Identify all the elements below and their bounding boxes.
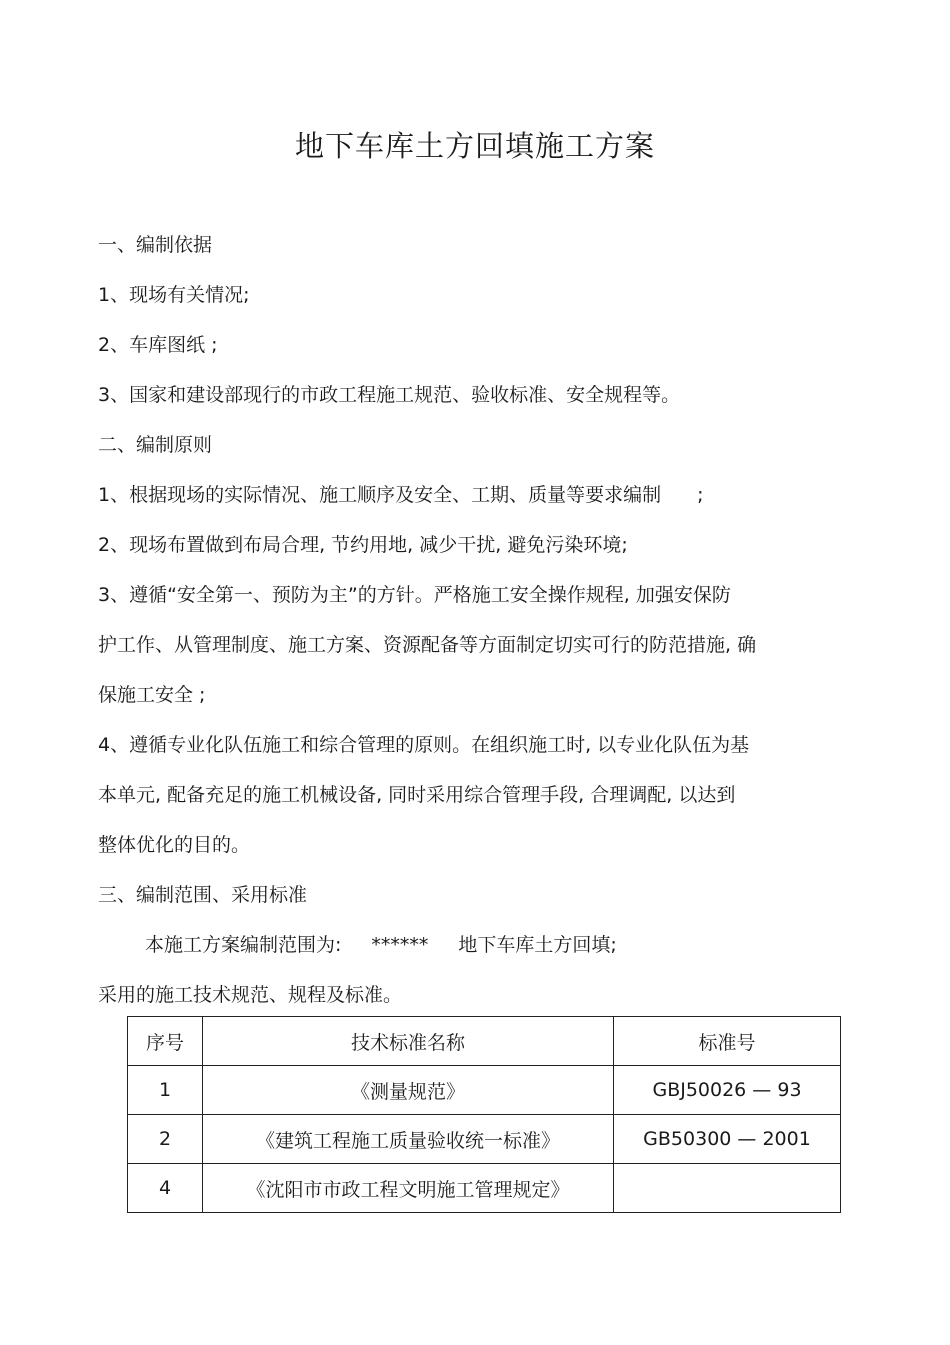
scope-mask: ****** [371, 934, 429, 956]
row-seq: 4 [128, 1164, 203, 1213]
standards-intro: 采用的施工技术规范、规程及标准。 [98, 984, 403, 1006]
principle-item-3-line-3: 保施工安全 ; [98, 684, 206, 706]
standards-table [127, 1016, 841, 1213]
principle-item-1-text: 1、根据现场的实际情况、施工顺序及安全、工期、质量等要求编制 [98, 484, 662, 506]
principle-item-1 [98, 482, 704, 508]
row-standard-number [614, 1164, 841, 1213]
row-standard-number: GBJ50026 — 93 [614, 1066, 841, 1115]
principle-item-3-line-1: 3、遵循“安全第一、预防为主”的方针。严格施工安全操作规程, 加强安保防 [98, 584, 731, 606]
scope-suffix: 地下车库土方回填; [458, 934, 617, 956]
principle-item-4-line-3: 整体优化的目的。 [98, 834, 251, 856]
principle-item-4-line-2: 本单元, 配备充足的施工机械设备, 同时采用综合管理手段, 合理调配, 以达到 [98, 784, 736, 806]
row-standard-number: GB50300 — 2001 [614, 1115, 841, 1164]
table-row [128, 1066, 841, 1115]
principle-item-3-line-2: 护工作、从管理制度、施工方案、资源配备等方面制定切实可行的防范措施, 确 [98, 634, 757, 656]
table-row [128, 1164, 841, 1213]
basis-item-3: 3、国家和建设部现行的市政工程施工规范、验收标准、安全规程等。 [98, 384, 681, 406]
table-header-row [128, 1017, 841, 1066]
basis-item-1: 1、现场有关情况; [98, 284, 250, 306]
basis-item-2: 2、车库图纸 ; [98, 334, 218, 356]
section-heading-principles: 二、编制原则 [98, 434, 213, 456]
section-heading-basis: 一、编制依据 [98, 234, 213, 256]
scope-prefix: 本施工方案编制范围为: [145, 934, 342, 956]
principle-item-4-line-1: 4、遵循专业化队伍施工和综合管理的原则。在组织施工时, 以专业化队伍为基 [98, 734, 750, 756]
row-standard-name: 《沈阳市市政工程文明施工管理规定》 [203, 1164, 614, 1213]
row-standard-name: 《测量规范》 [203, 1066, 614, 1115]
row-seq: 1 [128, 1066, 203, 1115]
header-standard-number: 标准号 [614, 1017, 841, 1066]
section-heading-scope: 三、编制范围、采用标准 [98, 884, 308, 906]
row-seq: 2 [128, 1115, 203, 1164]
header-seq: 序号 [128, 1017, 203, 1066]
table-row [128, 1115, 841, 1164]
document-title: 地下车库土方回填施工方案 [294, 129, 655, 163]
principle-item-1-end: ; [697, 484, 704, 506]
principle-item-2: 2、现场布置做到布局合理, 节约用地, 减少干扰, 避免污染环境; [98, 534, 628, 556]
header-standard-name: 技术标准名称 [203, 1017, 614, 1066]
row-standard-name: 《建筑工程施工质量验收统一标准》 [203, 1115, 614, 1164]
scope-statement [145, 932, 617, 958]
